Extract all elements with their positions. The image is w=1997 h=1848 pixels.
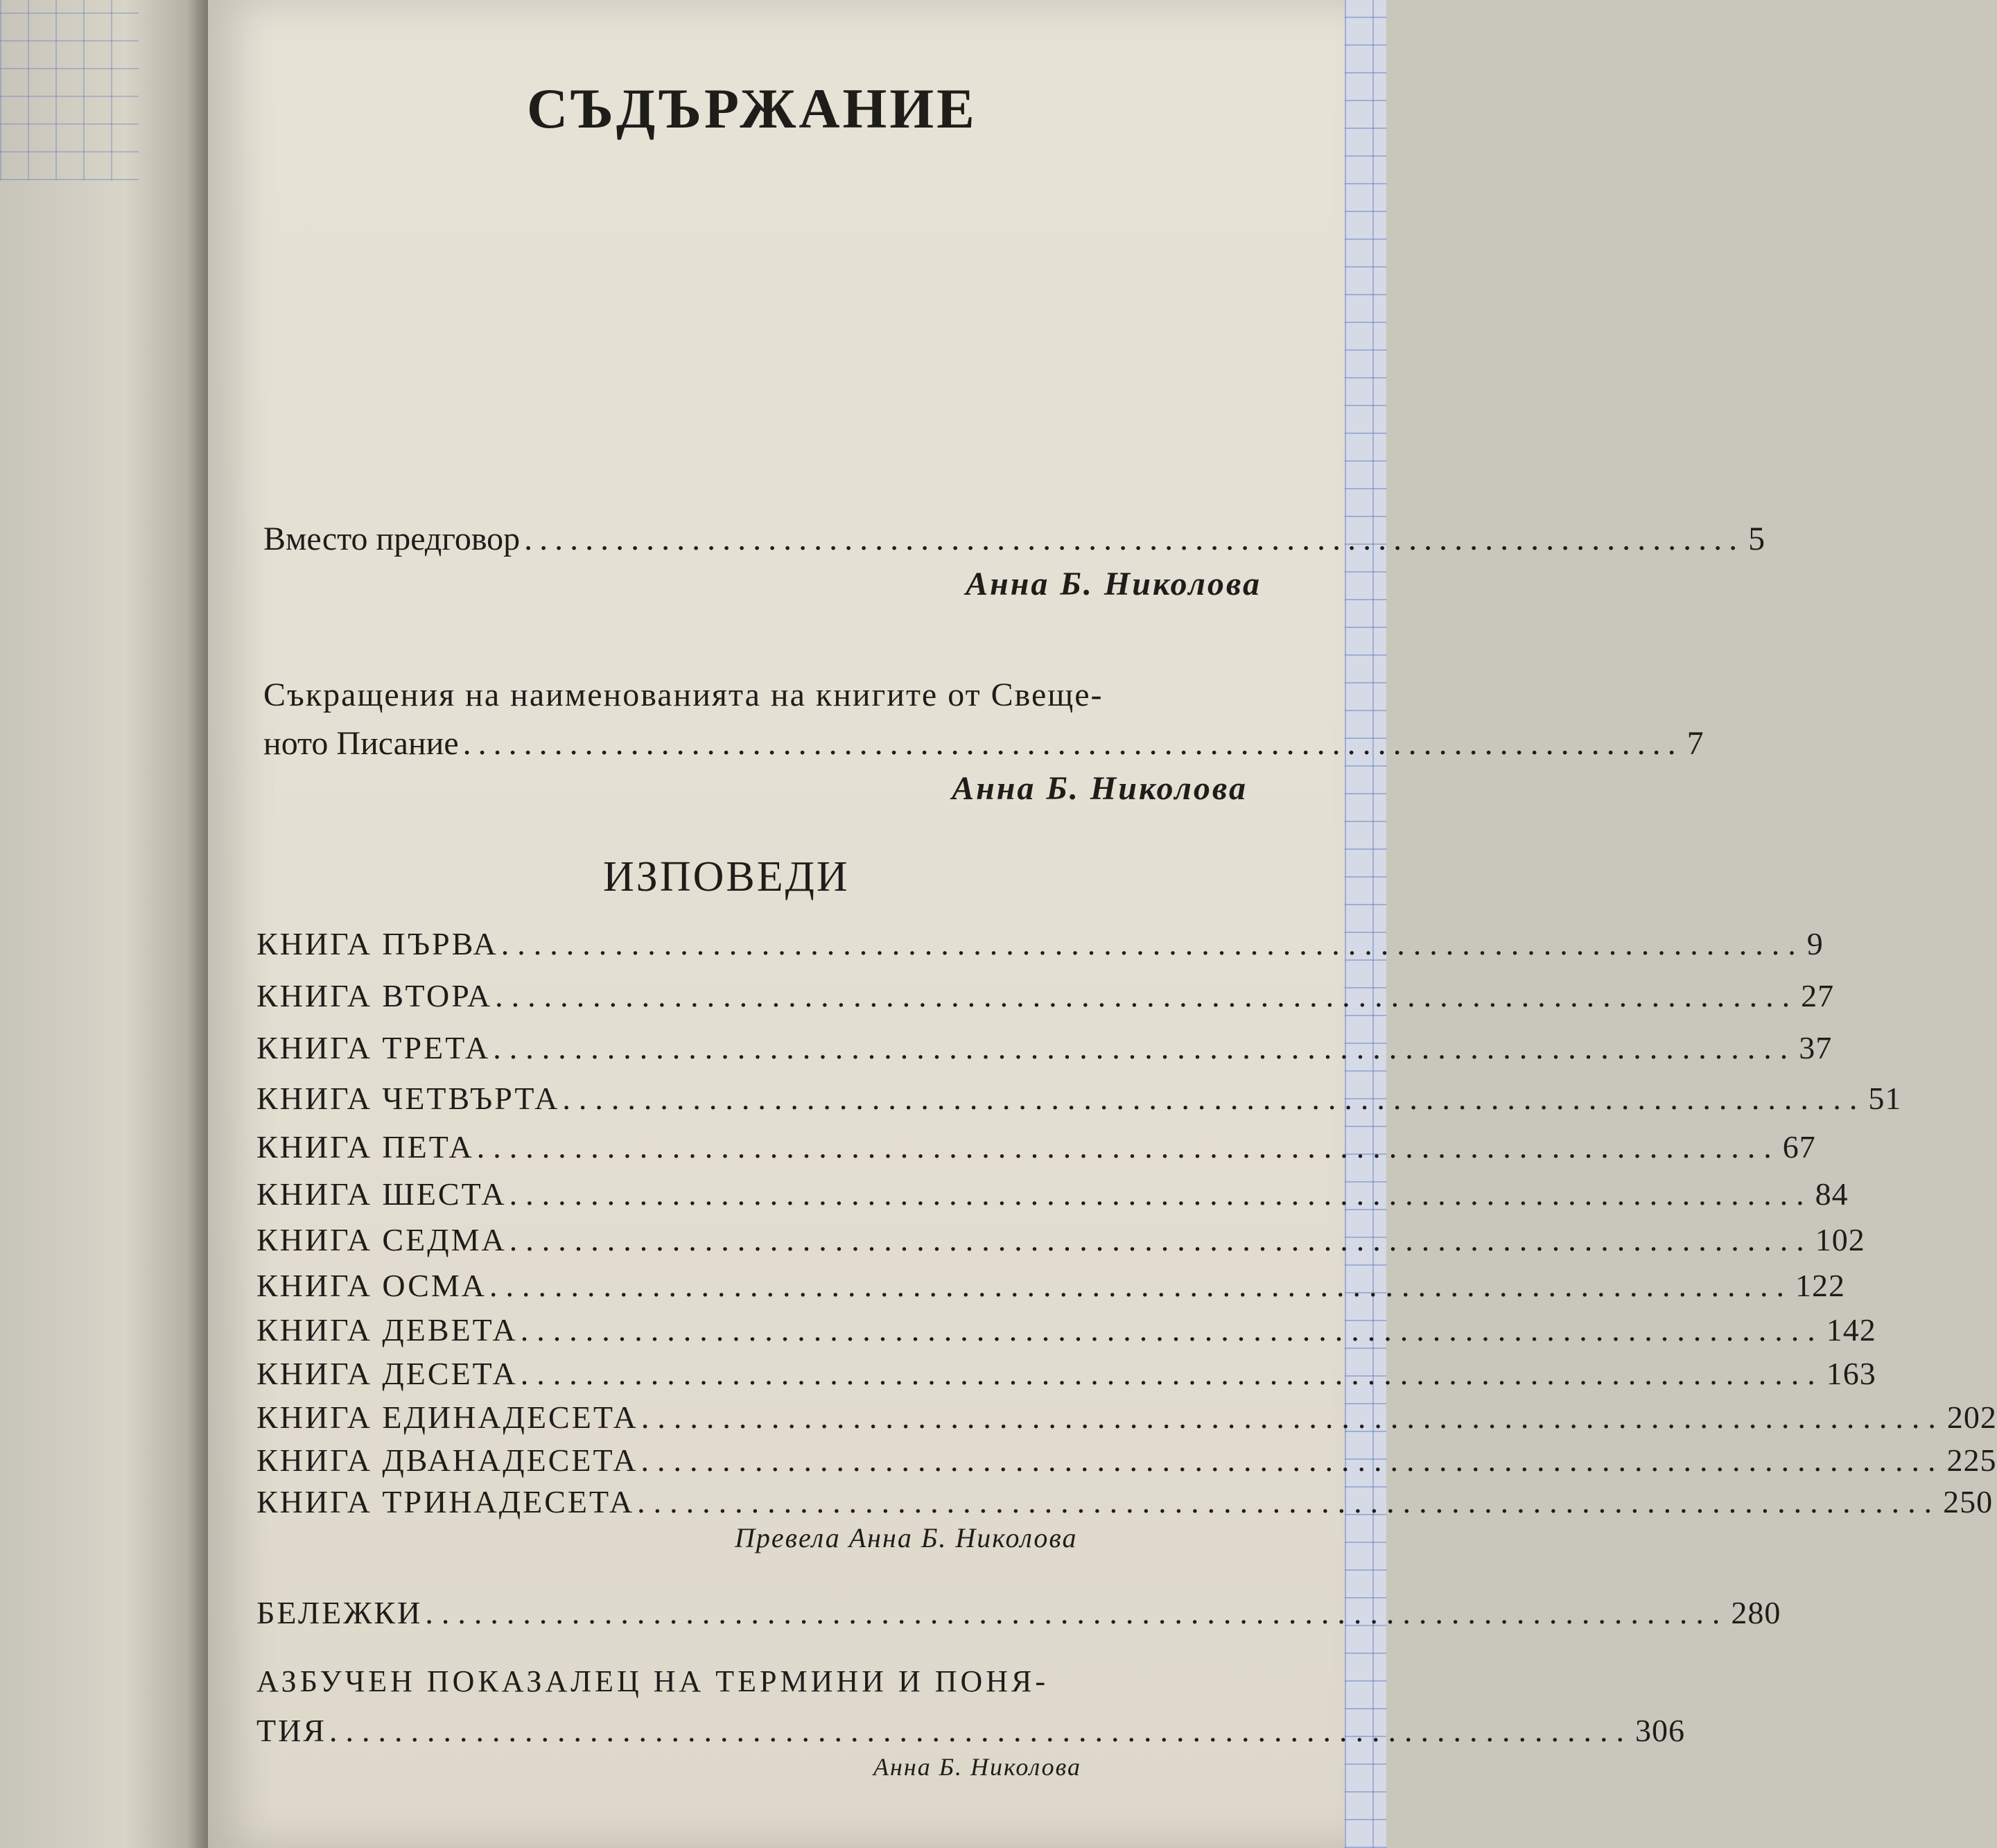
toc-book-entry xyxy=(256,1267,1846,1304)
section-heading: ИЗПОВЕДИ xyxy=(603,853,850,900)
book-label: КНИГА СЕДМА xyxy=(256,1222,507,1257)
leader-dots: ................................................................................ xyxy=(489,1268,1793,1303)
leader-dots: ................................................................................ xyxy=(524,521,1745,557)
book-page-number: 142 xyxy=(1826,1312,1876,1348)
toc-book-entry xyxy=(256,977,1835,1014)
toc-book-entry xyxy=(256,1311,1876,1348)
toc-book-entry xyxy=(256,1483,1994,1520)
book-label: КНИГА ОСМА xyxy=(256,1268,487,1303)
toc-index-entry xyxy=(256,1712,1685,1749)
notes-label: БЕЛЕЖКИ xyxy=(256,1595,423,1630)
index-page-number: 306 xyxy=(1635,1713,1685,1748)
leader-dots: ................................................................................ xyxy=(520,1356,1824,1391)
leader-dots: ................................................................................ xyxy=(476,1129,1780,1165)
book-label: КНИГА ЧЕТВЪРТА xyxy=(256,1081,560,1116)
translator-credit: Превела Анна Б. Николова xyxy=(735,1522,1078,1553)
book-label: КНИГА ТРЕТА xyxy=(256,1030,491,1065)
toc-entry-label: Вместо предговор xyxy=(263,521,521,557)
book-page-number: 163 xyxy=(1826,1356,1876,1391)
page xyxy=(208,0,1345,1848)
index-label-line2: ТИЯ xyxy=(256,1713,326,1748)
toc-book-entry xyxy=(256,1399,1997,1436)
leader-dots: ................................................................................ xyxy=(637,1484,1941,1519)
leader-dots: ................................................................................ xyxy=(509,1176,1813,1212)
toc-entry-label-line2: ното Писание xyxy=(263,725,459,762)
toc-notes-entry xyxy=(256,1594,1781,1631)
leader-dots: ................................................................................ xyxy=(462,725,1683,762)
grid-paper-corner xyxy=(0,0,139,180)
left-page xyxy=(0,0,208,1848)
book-page-number: 84 xyxy=(1815,1176,1849,1212)
book-page-number: 67 xyxy=(1782,1129,1816,1165)
grid-paper-edge xyxy=(1345,0,1386,1848)
toc-entry-foreword xyxy=(263,520,1765,558)
book-page-number: 225 xyxy=(1946,1442,1997,1478)
book-page-number: 122 xyxy=(1795,1268,1846,1303)
toc-book-entry xyxy=(256,1080,1902,1117)
toc-entry-label-line1: Съкращения на наименованията на книгите от Свеще- xyxy=(263,677,1104,713)
toc-page-number: 7 xyxy=(1686,725,1704,762)
toc-page-number: 5 xyxy=(1748,521,1765,557)
toc-book-entry xyxy=(256,1176,1849,1212)
toc-author: Анна Б. Николова xyxy=(966,566,1262,602)
leader-dots: ................................................................................ xyxy=(495,978,1799,1013)
leader-dots: ................................................................................ xyxy=(329,1713,1632,1748)
toc-book-entry xyxy=(256,1221,1865,1258)
index-label-line1: АЗБУЧЕН ПОКАЗАЛЕЦ НА ТЕРМИНИ И ПОНЯ- xyxy=(256,1664,1049,1698)
book-label: КНИГА ДВАНАДЕСЕТА xyxy=(256,1442,638,1478)
book-label: КНИГА ПЪРВА xyxy=(256,926,498,961)
leader-dots: ................................................................................ xyxy=(425,1595,1729,1630)
book-label: КНИГА ЕДИНАДЕСЕТА xyxy=(256,1400,638,1435)
book-page-number: 250 xyxy=(1943,1484,1994,1519)
toc-entry-abbreviations xyxy=(263,724,1704,762)
toc-book-entry xyxy=(256,1442,1997,1479)
book-label: КНИГА ДЕВЕТА xyxy=(256,1312,518,1348)
book-page-number: 102 xyxy=(1815,1222,1865,1257)
book-label: КНИГА ВТОРА xyxy=(256,978,493,1013)
notes-page-number: 280 xyxy=(1731,1595,1781,1630)
toc-book-entry xyxy=(256,1029,1833,1066)
book-label: КНИГА ПЕТА xyxy=(256,1129,474,1165)
book-page-number: 27 xyxy=(1801,978,1835,1013)
leader-dots: ................................................................................ xyxy=(520,1312,1824,1348)
toc-book-entry xyxy=(256,1355,1876,1392)
index-author: Анна Б. Николова xyxy=(873,1753,1082,1781)
leader-dots: ................................................................................ xyxy=(640,1442,1944,1478)
leader-dots: ................................................................................ xyxy=(640,1400,1944,1435)
toc-book-entry xyxy=(256,1128,1816,1165)
book-label: КНИГА ШЕСТА xyxy=(256,1176,507,1212)
book-label: КНИГА ДЕСЕТА xyxy=(256,1356,518,1391)
leader-dots: ................................................................................ xyxy=(509,1222,1813,1257)
leader-dots: ................................................................................ xyxy=(500,926,1804,961)
book-label: КНИГА ТРИНАДЕСЕТА xyxy=(256,1484,635,1519)
book-page-number: 37 xyxy=(1799,1030,1833,1065)
book-page-number: 202 xyxy=(1946,1400,1997,1435)
page-title: СЪДЪРЖАНИЕ xyxy=(527,77,977,140)
book-page-number: 9 xyxy=(1806,926,1824,961)
book-page-number: 51 xyxy=(1868,1081,1902,1116)
toc-book-entry xyxy=(256,925,1824,962)
toc-author: Анна Б. Николова xyxy=(952,770,1248,807)
leader-dots: ................................................................................ xyxy=(493,1030,1797,1065)
leader-dots: ................................................................................ xyxy=(562,1081,1866,1116)
